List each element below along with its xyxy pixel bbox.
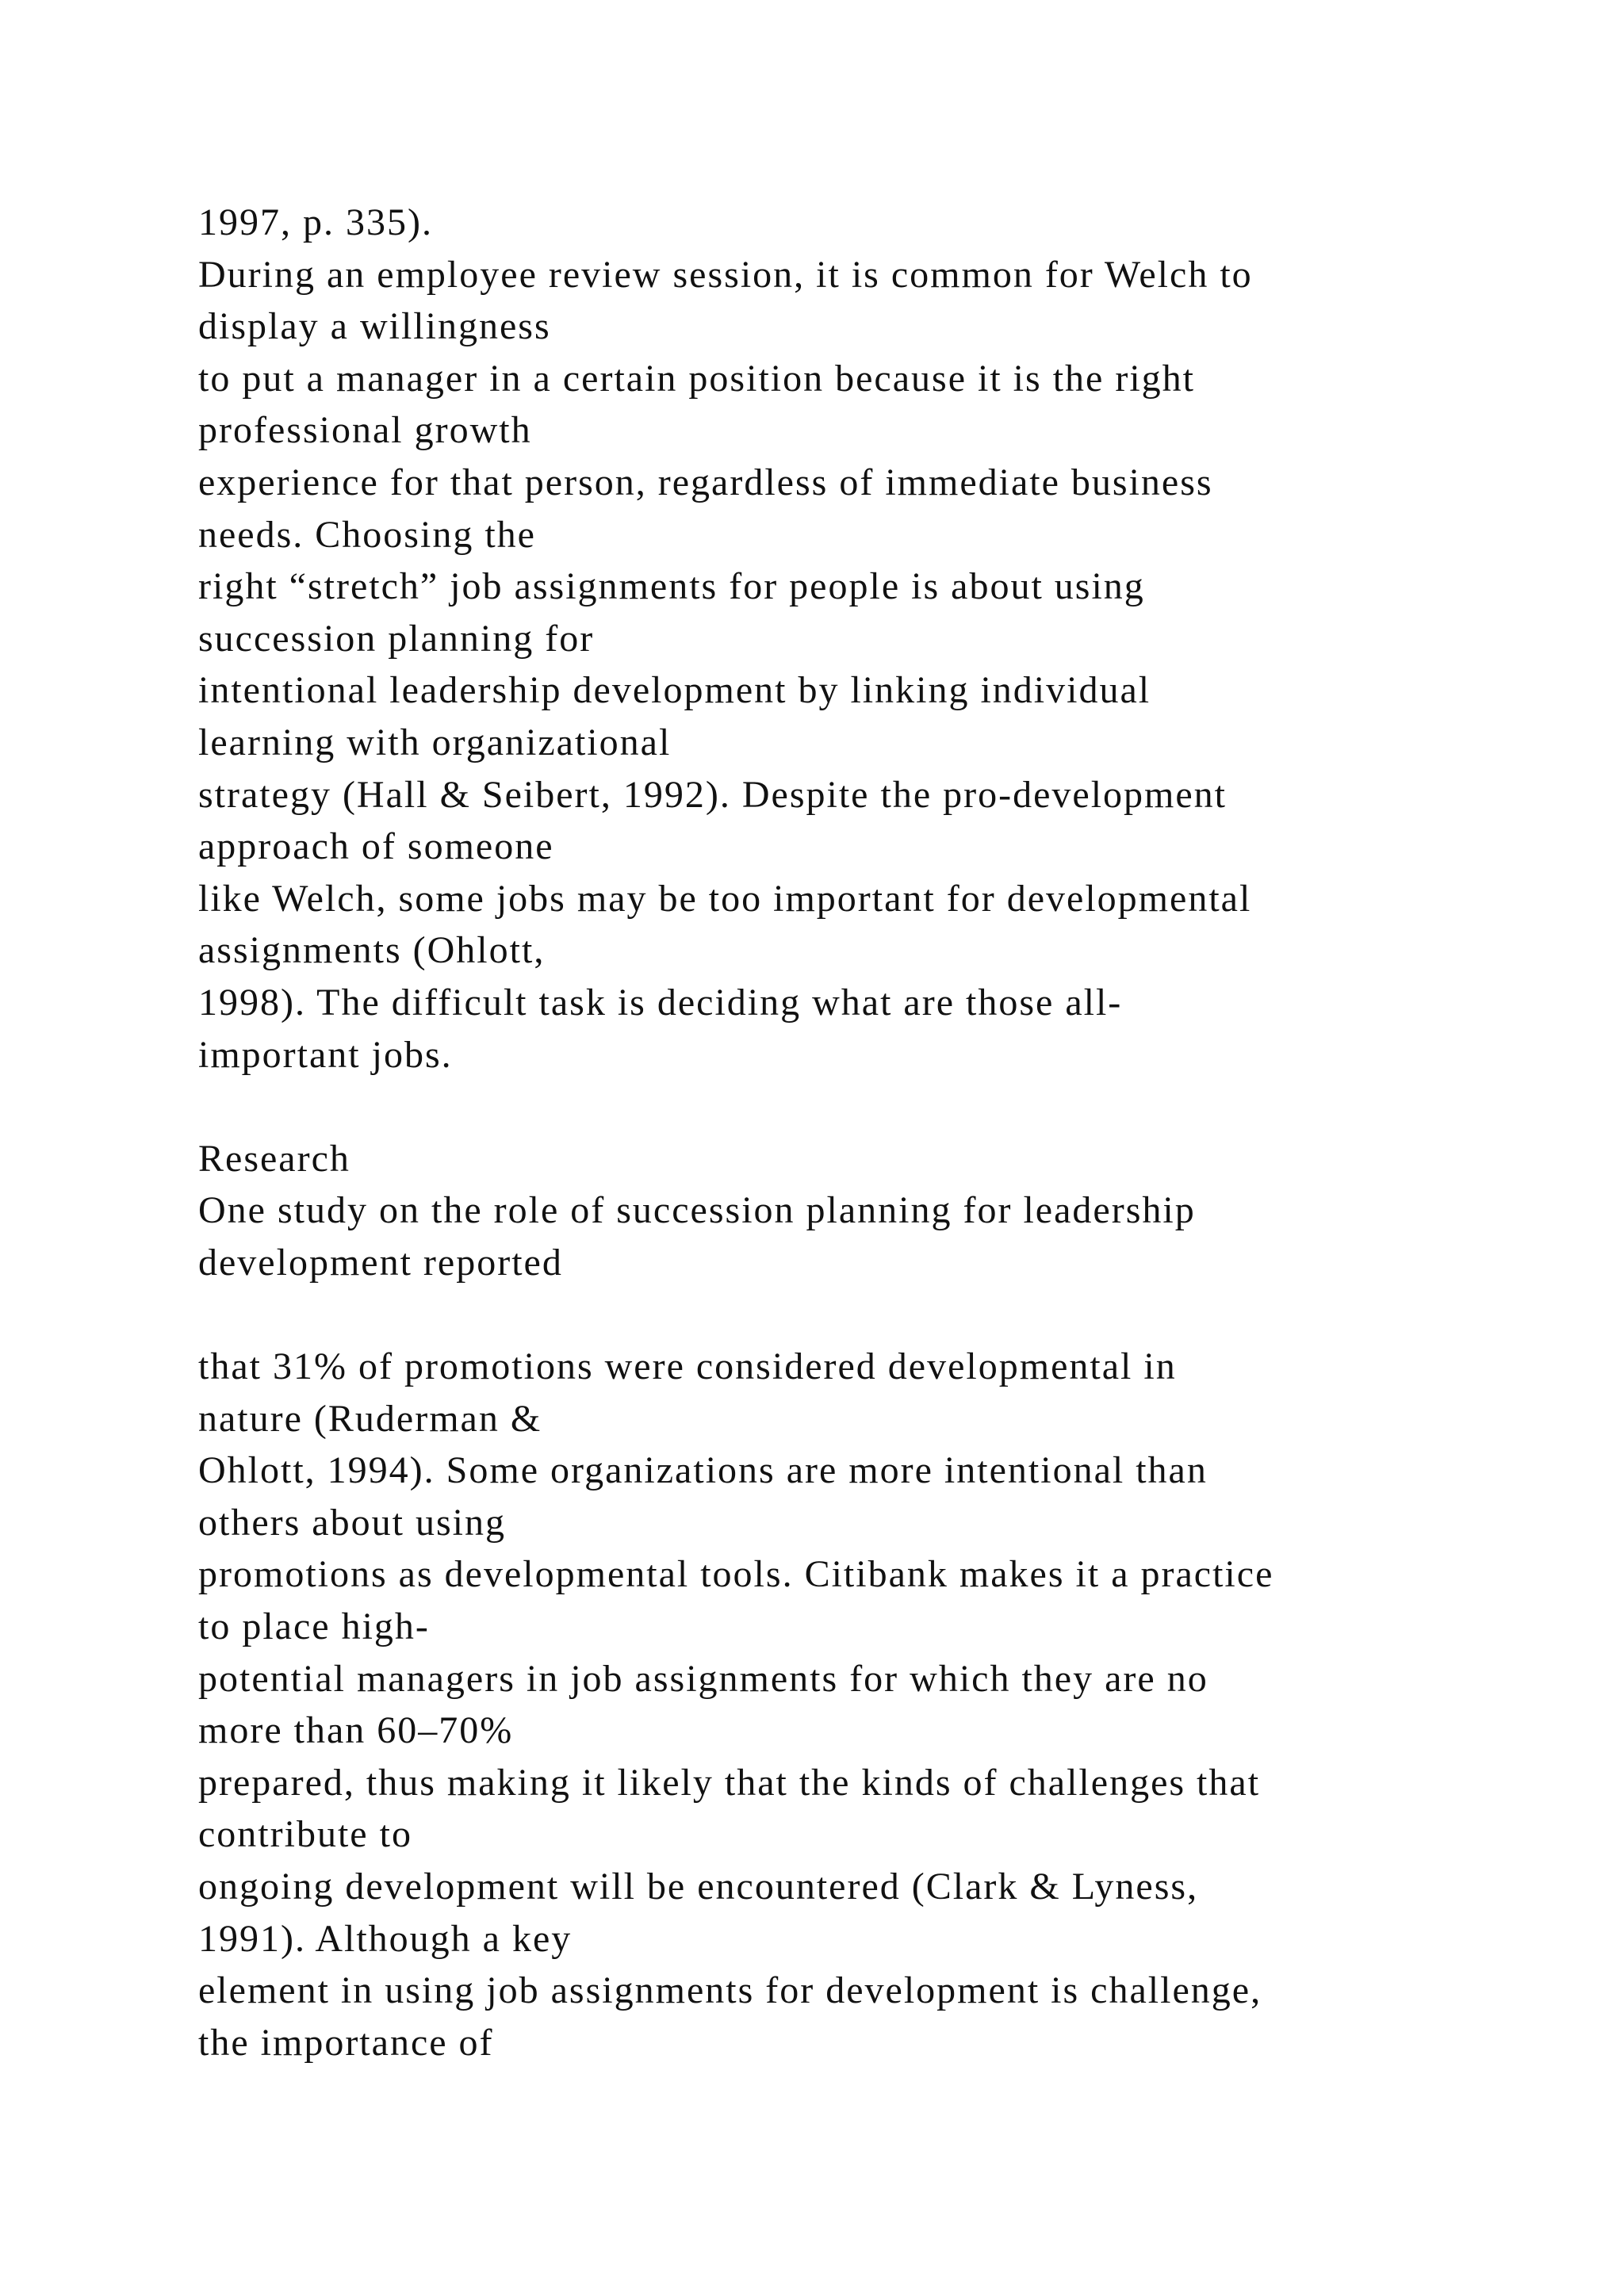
text-line: assignments (Ohlott, bbox=[198, 929, 546, 972]
text-line: approach of someone bbox=[198, 825, 554, 868]
text-line: prepared, thus making it likely that the kinds of challenges that bbox=[198, 1761, 1261, 1804]
text-line: needs. Choosing the bbox=[198, 513, 536, 556]
text-line: more than 60–70% bbox=[198, 1709, 514, 1752]
section-heading: Research bbox=[198, 1137, 350, 1180]
text-line: like Welch, some jobs may be too important for developmental bbox=[198, 877, 1252, 920]
text-line: ongoing development will be encountered (Clark & Lyness, bbox=[198, 1866, 1199, 1908]
text-line: development reported bbox=[198, 1241, 563, 1284]
text-line: potential managers in job assignments for which they are no bbox=[198, 1657, 1208, 1700]
text-line: others about using bbox=[198, 1501, 506, 1544]
blank-line bbox=[198, 1081, 1546, 1133]
text-line: right “stretch” job assignments for people is about using bbox=[198, 565, 1145, 608]
text-line: 1998). The difficult task is deciding what are those all- bbox=[198, 981, 1123, 1024]
blank-line bbox=[198, 1288, 1546, 1341]
text-line: important jobs. bbox=[198, 1033, 453, 1076]
text-line: to place high- bbox=[198, 1605, 430, 1648]
text-line: experience for that person, regardless of immediate business bbox=[198, 461, 1213, 503]
text-line: One study on the role of succession planning for leadership bbox=[198, 1189, 1196, 1232]
text-line: strategy (Hall & Seibert, 1992). Despite the pro-development bbox=[198, 773, 1228, 816]
text-line: that 31% of promotions were considered developmental in bbox=[198, 1345, 1177, 1388]
text-line: the importance of bbox=[198, 2021, 494, 2064]
text-line: 1991). Although a key bbox=[198, 1917, 573, 1960]
text-line: succession planning for bbox=[198, 617, 595, 660]
text-line: Ohlott, 1994). Some organizations are more intentional than bbox=[198, 1449, 1208, 1492]
text-line: promotions as developmental tools. Citibank makes it a practice bbox=[198, 1553, 1274, 1596]
text-line: display a willingness bbox=[198, 305, 551, 348]
text-line: to put a manager in a certain position because it is the right bbox=[198, 357, 1195, 400]
document-text bbox=[198, 197, 1546, 2068]
text-line: intentional leadership development by linking individual bbox=[198, 669, 1151, 712]
text-line: professional growth bbox=[198, 409, 532, 452]
text-line: learning with organizational bbox=[198, 721, 672, 763]
text-line: nature (Ruderman & bbox=[198, 1397, 542, 1440]
text-line: contribute to bbox=[198, 1813, 412, 1856]
text-line: During an employee review session, it is common for Welch to bbox=[198, 253, 1253, 296]
text-line: element in using job assignments for development is challenge, bbox=[198, 1969, 1262, 2012]
text-line: 1997, p. 335). bbox=[198, 201, 433, 243]
